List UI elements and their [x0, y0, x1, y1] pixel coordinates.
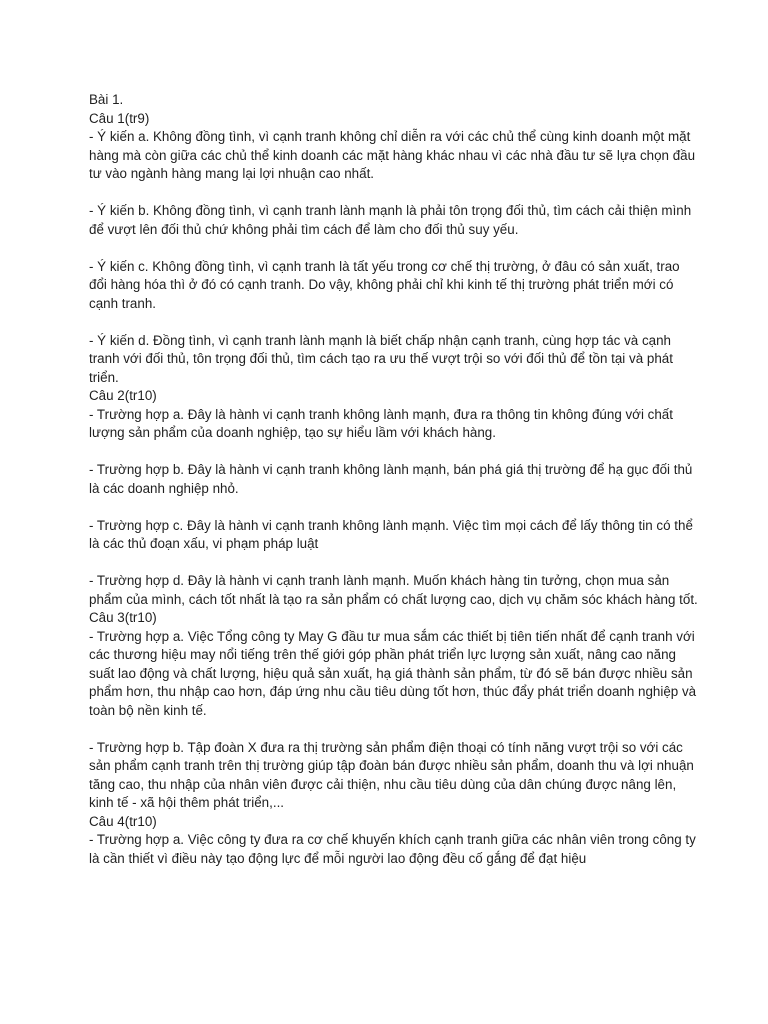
answer-paragraph: - Trường hợp c. Đây là hành vi cạnh tranh không lành mạnh. Việc tìm mọi cách để lấy thông tin có thể là các thủ đoạn xấu, vi phạm pháp luật — [89, 517, 697, 551]
question-label: Câu 2(tr10) — [89, 388, 157, 403]
answer-paragraph: - Trường hợp d. Đây là hành vi cạnh tranh lành mạnh. Muốn khách hàng tin tưởng, chọn mua sản phẩm của mình, cách tốt nhất là tạo ra sản phẩm có chất lượng cao, dịch vụ chăm sóc khách hàng tốt. — [89, 573, 698, 607]
document-body — [89, 110, 698, 869]
question-label: Câu 3(tr10) — [89, 610, 157, 625]
answer-paragraph: - Ý kiến d. Đồng tình, vì cạnh tranh lành mạnh là biết chấp nhận cạnh tranh, cùng hợp tác và cạnh tranh với đối thủ, tôn trọng đối thủ, tìm cách tạo ra ưu thế vượt trội so với đối thủ để tồn tại và phát triển. — [89, 332, 677, 385]
answer-paragraph: - Ý kiến c. Không đồng tình, vì cạnh tranh là tất yếu trong cơ chế thị trường, ở đâu có sản xuất, trao đổi hàng hóa thì ở đó có cạnh tranh. Do vậy, không phải chỉ khi kinh tế thị trường phát triển mới có cạnh tranh. — [89, 258, 684, 311]
answer-paragraph: - Trường hợp b. Tập đoàn X đưa ra thị trường sản phẩm điện thoại có tính năng vượt trội so với các sản phẩm cạnh tranh trên thị trường giúp tập đoàn bán được nhiều sản phẩm, doanh thu và lợi nhuận tăng cao, thu nhập của nhân viên được cải thiện, nhu cầu tiêu dùng của dân chúng được nâng lên, kinh tế - xã hội thêm phát triển,... — [89, 739, 698, 810]
answer-paragraph: - Trường hợp b. Đây là hành vi cạnh tranh không lành mạnh, bán phá giá thị trường để hạ gục đối thủ là các doanh nghiệp nhỏ. — [89, 462, 697, 496]
answer-paragraph: - Trường hợp a. Việc Tổng công ty May G đầu tư mua sắm các thiết bị tiên tiến nhất để cạnh tranh với các thương hiệu may nổi tiếng trên thế giới góp phần phát triển lực lượng sản xuất, nâng cao năng suất lao động và chất lượng, hiệu quả sản xuất, hạ giá thành sản phẩm, từ đó sẽ bán được nhiều sản phẩm hơn, thu nhập cao hơn, đáp ứng nhu cầu tiêu dùng tốt hơn, thúc đẩy phát triển doanh nghiệp và toàn bộ nền kinh tế. — [89, 628, 700, 718]
answer-paragraph: - Ý kiến b. Không đồng tình, vì cạnh tranh lành mạnh là phải tôn trọng đối thủ, tìm cách cải thiện mình để vượt lên đối thủ chứ không phải tìm cách để làm cho đối thủ suy yếu. — [89, 203, 695, 237]
question-label: Câu 4(tr10) — [89, 813, 157, 829]
question-label: Câu 1(tr9) — [89, 110, 150, 126]
answer-paragraph: - Trường hợp a. Đây là hành vi cạnh tranh không lành mạnh, đưa ra thông tin không đúng với chất lượng sản phẩm của doanh nghiệp, tạo sự hiểu lầm với khách hàng. — [89, 406, 677, 440]
document-heading: Bài 1. — [89, 92, 124, 107]
answer-paragraph: - Ý kiến a. Không đồng tình, vì cạnh tranh không chỉ diễn ra với các chủ thể cùng kinh doanh một mặt hàng mà còn giữa các chủ thể kinh doanh các mặt hàng khác nhau vì các nhà đầu tư sẽ lựa chọn đầu tư vào ngành hàng mang lại lợi nhuận cao nhất. — [89, 129, 699, 181]
answer-paragraph: - Trường hợp a. Việc công ty đưa ra cơ chế khuyến khích cạnh tranh giữa các nhân viên trong công ty là cần thiết vì điều này tạo động lực để mỗi người lao động đều cố gắng để đạt hiệu — [89, 832, 700, 866]
